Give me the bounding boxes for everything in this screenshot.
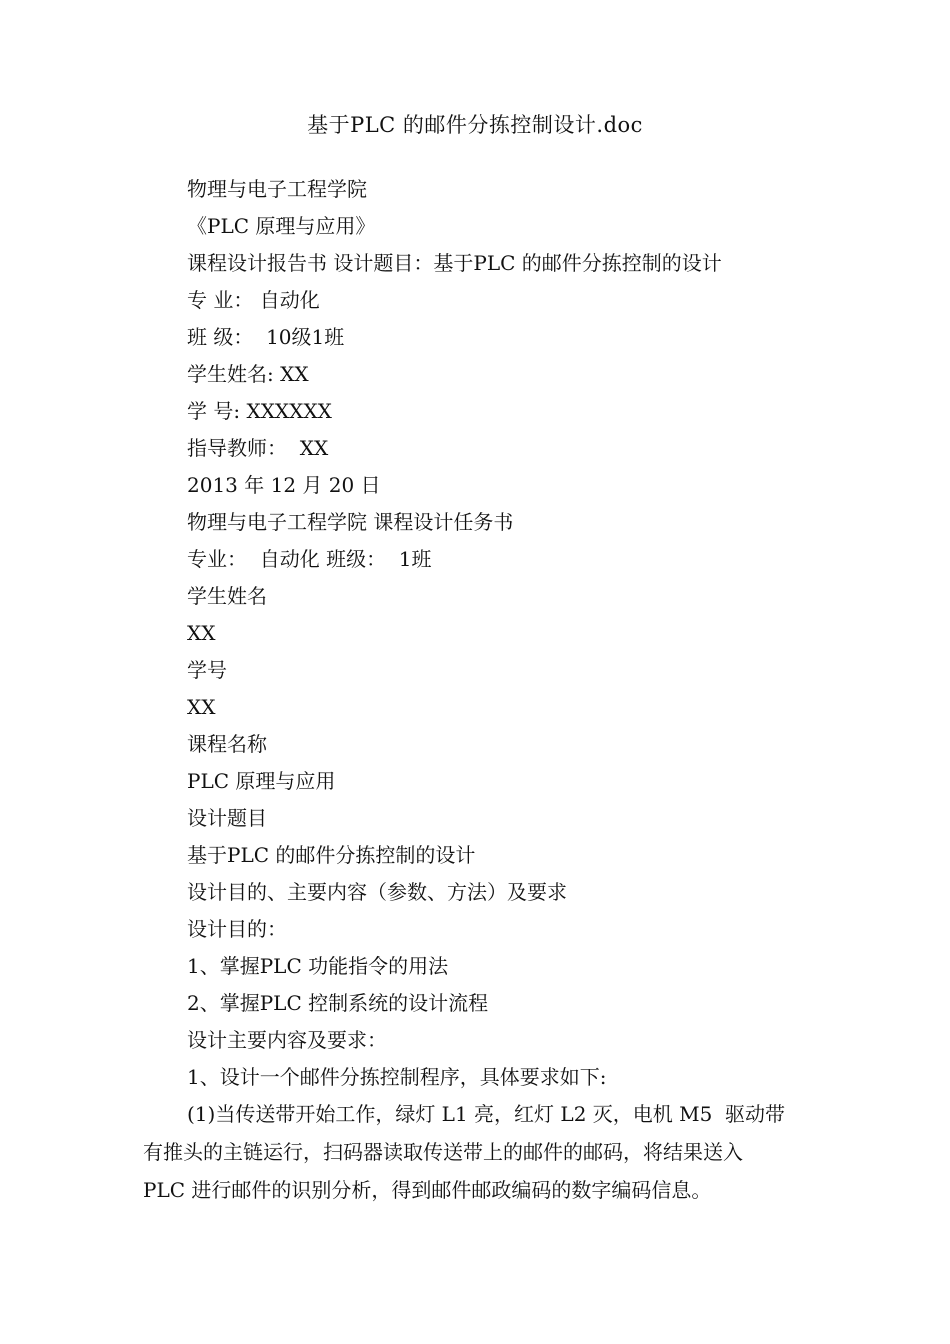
paragraph-line: (1)当传送带开始工作，绿灯 L1 亮，红灯 L2 灭，电机 M5 驱动带 <box>187 1102 786 1126</box>
paragraph-line: PLC 进行邮件的识别分析，得到邮件邮政编码的数字编码信息。 <box>143 1178 712 1202</box>
text-line: 2、掌握PLC 控制系统的设计流程 <box>187 991 489 1015</box>
text-line: 设计主要内容及要求： <box>187 1028 387 1052</box>
text-line: 学号 <box>187 658 227 682</box>
text-line: 指导教师： XX <box>187 436 329 460</box>
text-line: 学 号: XXXXXX <box>187 399 332 423</box>
text-line: PLC 原理与应用 <box>187 769 336 793</box>
text-line: 基于PLC 的邮件分拣控制的设计 <box>187 843 476 867</box>
document-title: 基于PLC 的邮件分拣控制设计.doc <box>307 113 643 137</box>
text-line: XX <box>187 695 216 719</box>
text-line: 《PLC 原理与应用》 <box>187 214 376 238</box>
text-line: XX <box>187 621 216 645</box>
text-line: 设计目的： <box>187 917 287 941</box>
text-line: 1、设计一个邮件分拣控制程序，具体要求如下: <box>187 1065 607 1089</box>
text-line: 1、掌握PLC 功能指令的用法 <box>187 954 449 978</box>
body-paragraph <box>143 1095 810 1209</box>
text-line: 学生姓名: XX <box>187 362 309 386</box>
text-line: 设计目的、主要内容（参数、方法）及要求 <box>187 880 567 904</box>
text-line: 物理与电子工程学院 <box>187 177 367 201</box>
text-line: 2013 年 12 月 20 日 <box>187 473 381 497</box>
text-line: 专 业： 自动化 <box>187 288 320 312</box>
text-line: 课程名称 <box>187 732 267 756</box>
text-line: 课程设计报告书 设计题目：基于PLC 的邮件分拣控制的设计 <box>187 251 722 275</box>
paragraph-line: 有推头的主链运行，扫码器读取传送带上的邮件的邮码，将结果送入 <box>143 1140 743 1164</box>
text-line: 专业： 自动化 班级： 1班 <box>187 547 432 571</box>
text-line: 学生姓名 <box>187 584 267 608</box>
text-line: 班 级： 10级1班 <box>187 325 345 349</box>
text-line: 物理与电子工程学院 课程设计任务书 <box>187 510 514 534</box>
document-body <box>187 171 827 1096</box>
text-line: 设计题目 <box>187 806 267 830</box>
